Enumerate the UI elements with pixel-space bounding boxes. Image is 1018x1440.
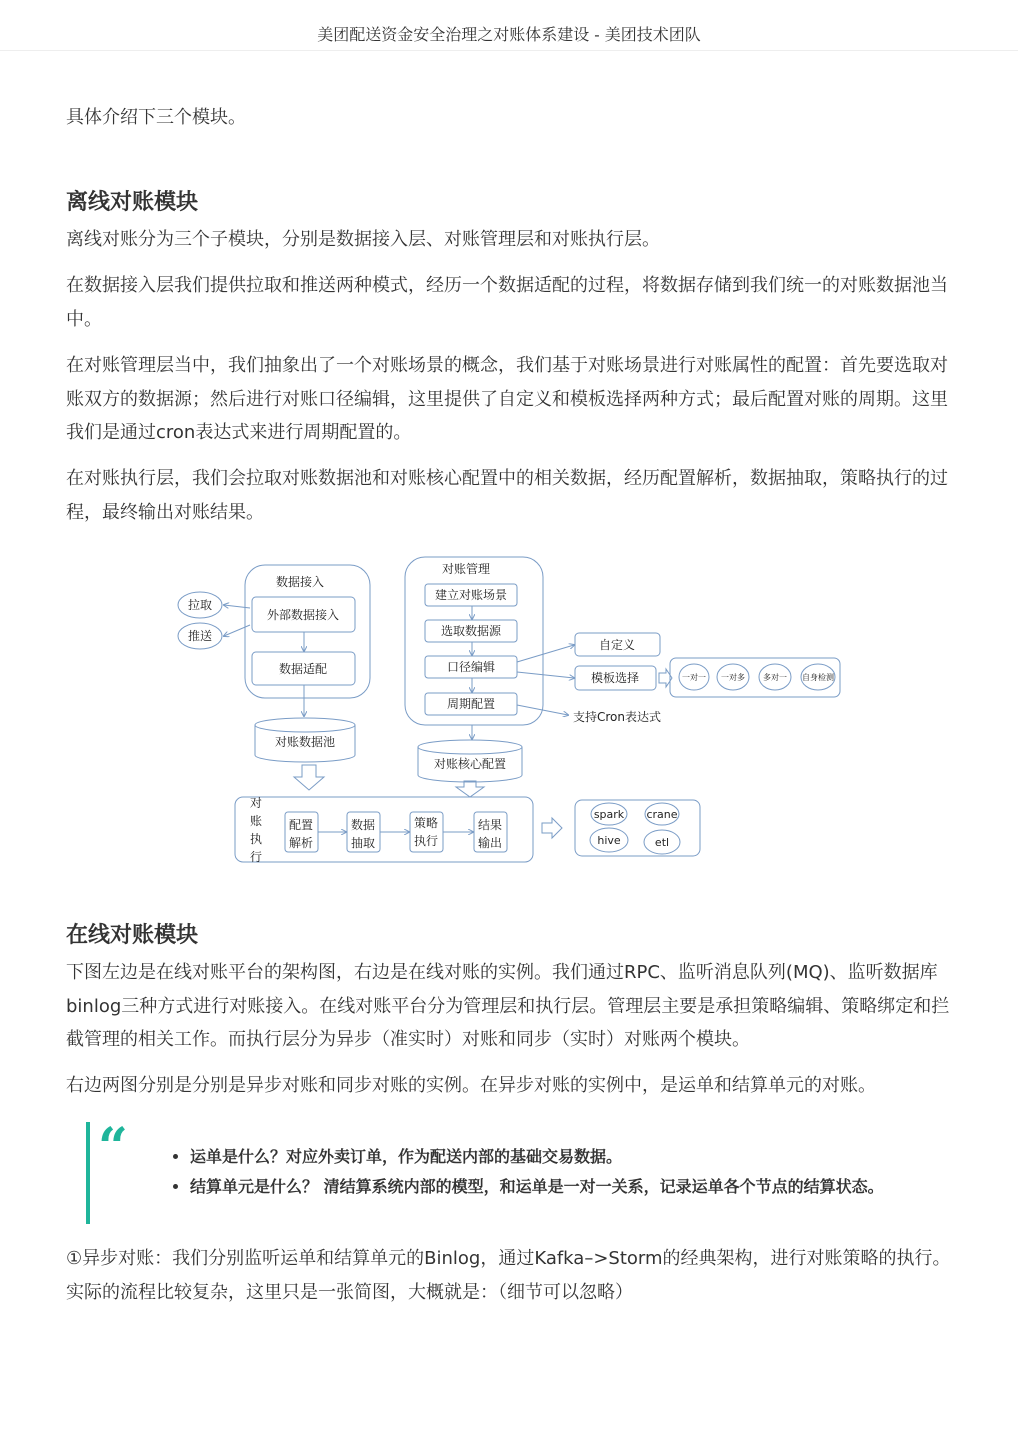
offline-architecture-diagram: [170, 550, 850, 870]
engine-label: hive: [597, 834, 621, 847]
online-heading: 在线对账模块: [66, 923, 199, 948]
template-option: 一对多: [721, 673, 745, 682]
quote-bar: [86, 1122, 90, 1224]
exec-step: 解析: [288, 836, 314, 850]
engine-label: crane: [646, 808, 678, 821]
manage-step: 口径编辑: [446, 660, 496, 674]
custom-label: 自定义: [598, 638, 636, 652]
page-header-title: 美团配送资金安全治理之对账体系建设 - 美团技术团队: [317, 25, 701, 44]
offline-paragraph: 离线对账分为三个子模块，分别是数据接入层、对账管理层和对账执行层。: [66, 229, 660, 250]
exec-step: 配置: [288, 818, 314, 832]
manage-step: 建立对账场景: [434, 588, 508, 602]
exec-title-char: 行: [249, 850, 263, 864]
quote-item: • 结算单元是什么？ 清结算系统内部的模型，和运单是一对一关系，记录运单各个节点的结算状态。: [190, 1172, 884, 1202]
exec-step: 数据: [350, 818, 376, 832]
offline-paragraph: 在对账管理层当中，我们抽象出了一个对账场景的概念，我们基于对账场景进行对账属性的配置：首先要选取对账双方的数据源；然后进行对账口径编辑，这里提供了自定义和模板选择两种方式；最后配置对账的周期。这里我们是通过cron表达式来进行周期配置的。: [66, 355, 948, 443]
adapt-label: 数据适配: [278, 662, 328, 676]
cron-label: 支持Cron表达式: [573, 710, 661, 724]
exec-step: 策略: [413, 816, 439, 830]
external-ingest-label: 外部数据接入: [266, 608, 340, 622]
online-paragraph: 右边两图分别是分别是异步对账和同步对账的实例。在异步对账的实例中，是运单和结算单元的对账。: [66, 1075, 876, 1096]
quote-list: [170, 1142, 884, 1202]
engine-label: etl: [654, 836, 670, 849]
template-option: 自身检测: [802, 673, 834, 682]
ingest-title: 数据接入: [275, 575, 325, 589]
exec-title-char: 对: [249, 796, 263, 810]
push-label: 推送: [187, 629, 213, 643]
offline-paragraph: 在对账执行层，我们会拉取对账数据池和对账核心配置中的相关数据，经历配置解析，数据抽取，策略执行的过程，最终输出对账结果。: [66, 468, 948, 523]
exec-step: 输出: [477, 836, 503, 850]
online-paragraph: 下图左边是在线对账平台的架构图，右边是在线对账的实例。我们通过RPC、监听消息队列(MQ)、监听数据库binlog三种方式进行对账接入。在线对账平台分为管理层和执行层。管理层主要是承担策略编辑、策略绑定和拦截管理的相关工作。而执行层分为异步（准实时）对账和同步（实时）对账两个模块。: [66, 962, 950, 1050]
template-label: 模板选择: [590, 671, 640, 685]
hollow-arrow-down: [294, 765, 324, 790]
quote-mark-icon: “: [98, 1117, 128, 1178]
async-paragraph: ①异步对账：我们分别监听运单和结算单元的Binlog，通过Kafka–>Storm的经典架构，进行对账策略的执行。实际的流程比较复杂，这里只是一张简图，大概就是：（细节可以忽略）: [66, 1248, 951, 1303]
manage-step: 周期配置: [446, 697, 496, 711]
exec-step: 执行: [413, 834, 439, 848]
manage-title: 对账管理: [441, 562, 491, 576]
template-option: 一对一: [682, 673, 706, 682]
offline-paragraph: 在数据接入层我们提供拉取和推送两种模式，经历一个数据适配的过程，将数据存储到我们统一的对账数据池当中。: [66, 275, 948, 330]
pool-label: 对账数据池: [274, 735, 336, 749]
exec-title-char: 账: [249, 814, 263, 828]
exec-step: 抽取: [350, 836, 376, 850]
template-option: 多对一: [763, 673, 787, 682]
manage-step: 选取数据源: [440, 624, 502, 638]
core-config-label: 对账核心配置: [433, 757, 507, 771]
intro-text: 具体介绍下三个模块。: [66, 107, 246, 128]
offline-heading: 离线对账模块: [66, 190, 199, 215]
pull-label: 拉取: [187, 598, 213, 612]
engine-label: spark: [593, 808, 625, 821]
header-divider: [0, 50, 1018, 51]
quote-item: • 运单是什么？对应外卖订单，作为配送内部的基础交易数据。: [190, 1142, 884, 1172]
exec-title-char: 执: [249, 832, 263, 846]
exec-step: 结果: [477, 818, 503, 832]
